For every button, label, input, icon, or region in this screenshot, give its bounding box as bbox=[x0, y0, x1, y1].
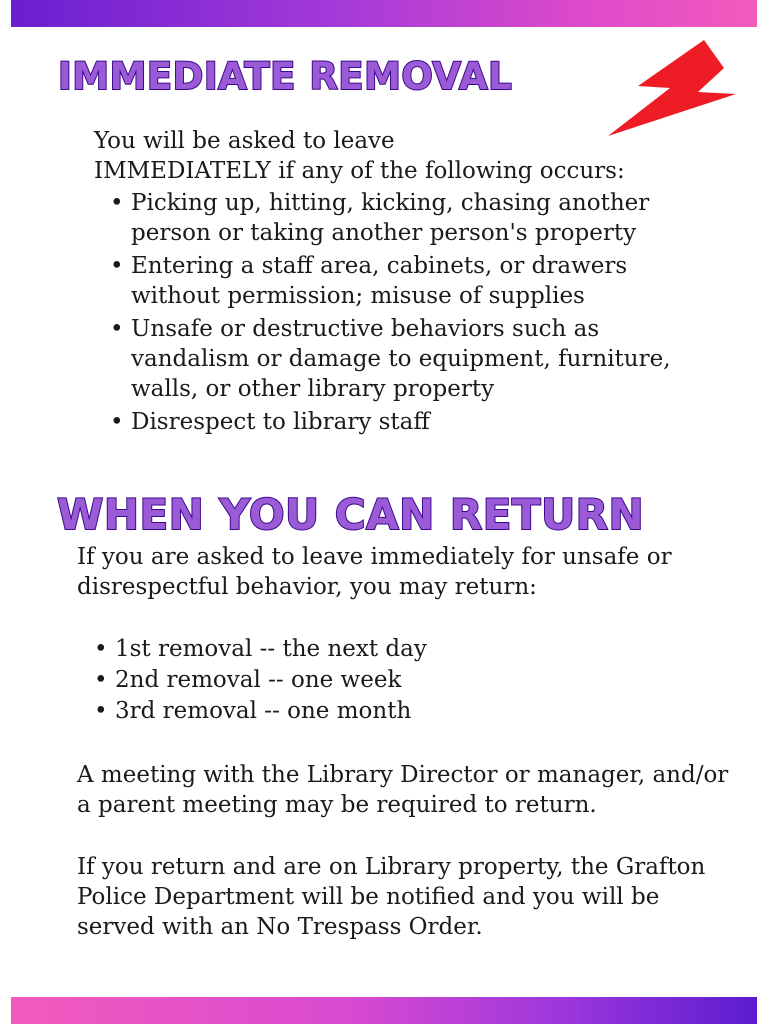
list-item: • Picking up, hitting, kicking, chasing another person or taking another person's property bbox=[110, 188, 710, 248]
list-item: • Entering a staff area, cabinets, or drawers without permission; misuse of supplies bbox=[110, 251, 710, 311]
lightning-bolt-icon bbox=[608, 40, 738, 136]
when-you-can-return-heading: WHEN YOU CAN RETURN bbox=[57, 490, 645, 539]
top-gradient-bar bbox=[11, 0, 757, 27]
meeting-requirement: A meeting with the Library Director or manager, and/or a parent meeting may be required to return. bbox=[77, 762, 729, 818]
list-item: • 2nd removal -- one week bbox=[94, 665, 594, 696]
police-notice: If you return and are on Library property, the Grafton Police Department will be notified and you will be served with an No Trespass Order. bbox=[77, 854, 706, 940]
removal-intro-line-2: IMMEDIATELY if any of the following occurs: bbox=[94, 158, 625, 184]
bottom-gradient-bar bbox=[11, 997, 757, 1024]
removal-intro-line-1: You will be asked to leave bbox=[94, 128, 395, 154]
list-item: • Disrespect to library staff bbox=[110, 407, 710, 437]
list-item: • 1st removal -- the next day bbox=[94, 634, 594, 665]
return-intro: If you are asked to leave immediately for unsafe or disrespectful behavior, you may return: bbox=[77, 544, 672, 600]
removal-reasons-list bbox=[110, 188, 710, 440]
list-item: • Unsafe or destructive behaviors such as vandalism or damage to equipment, furniture, walls, or other library property bbox=[110, 314, 710, 404]
removal-intro bbox=[94, 126, 714, 186]
immediate-removal-heading: IMMEDIATE REMOVAL bbox=[58, 55, 513, 98]
lightning-bolt-shape bbox=[608, 40, 736, 136]
list-item: • 3rd removal -- one month bbox=[94, 696, 594, 727]
return-schedule-list bbox=[94, 634, 594, 727]
